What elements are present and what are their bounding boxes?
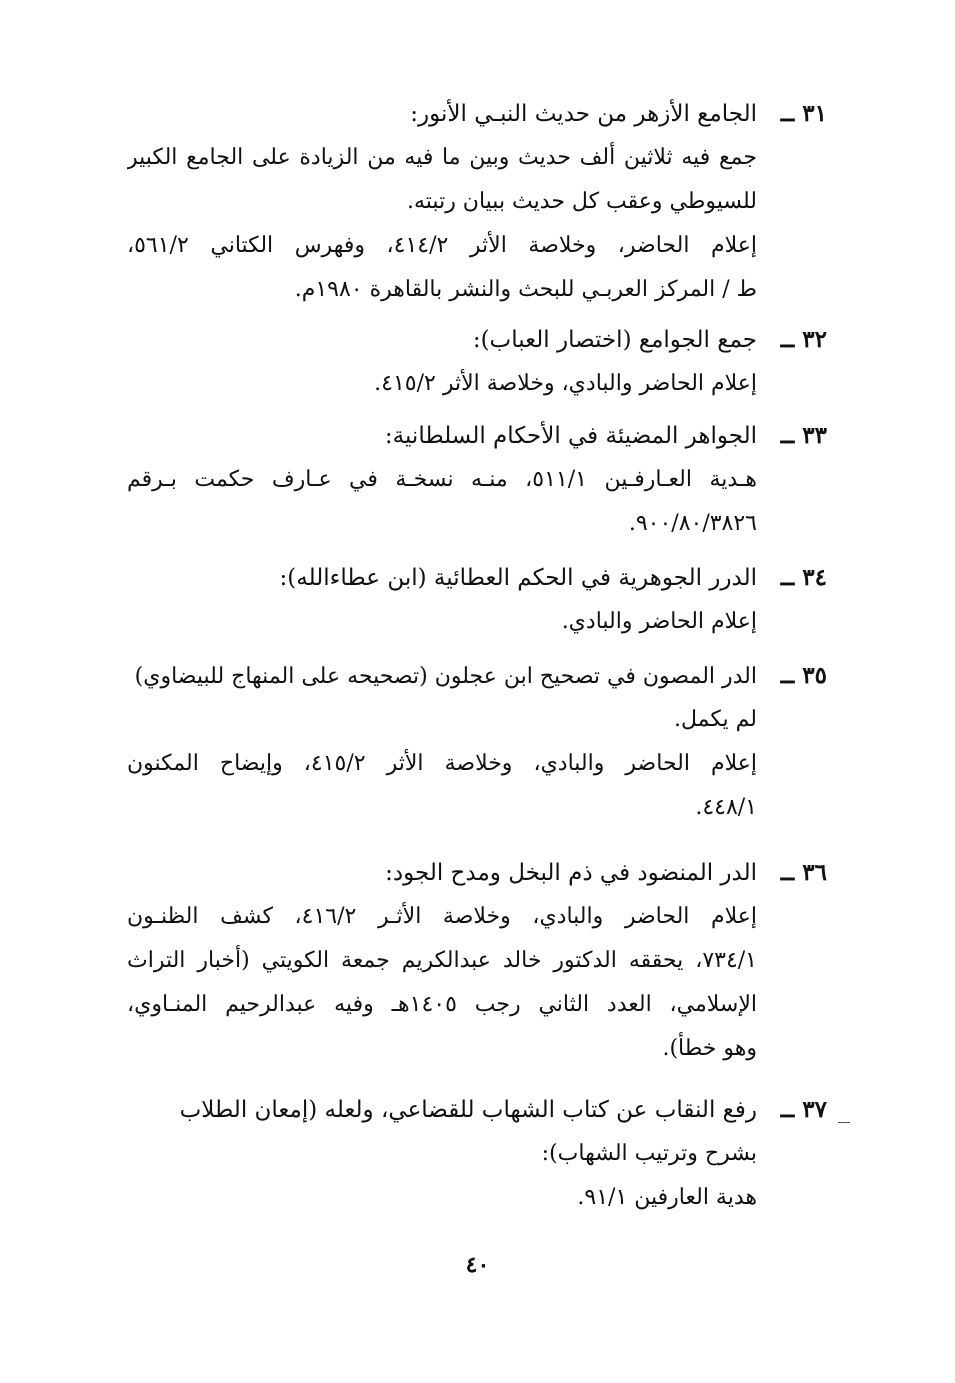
- entry-number: ٣٣ ــ: [780, 422, 827, 449]
- entry-text-line: لم يكمل.: [674, 707, 757, 732]
- entry-number: ٣٤ ــ: [780, 564, 827, 591]
- entry-text-line: إعلام الحاضر والبادي.: [561, 609, 757, 634]
- entry-heading: [127, 556, 827, 600]
- entry-title: الدرر الجوهرية في الحكم العطائية (ابن عطاءالله):: [279, 565, 757, 591]
- entry-body: [127, 698, 757, 830]
- entry-body: [127, 1132, 757, 1220]
- entry-title: الدر المصون في تصحيح ابن عجلون (تصحيحه على المنهاج للبيضاوي): [134, 664, 757, 689]
- entry-number: ٣١ ــ: [780, 100, 827, 127]
- entry-text-line: وهو خطأ).: [662, 1036, 757, 1061]
- entry-body: [127, 136, 757, 312]
- entry-33: [127, 414, 827, 546]
- entry-35: [127, 654, 827, 830]
- entry-text-line: ٩٠٠/٨٠/٣٨٢٦.: [628, 511, 757, 536]
- entry-body: [127, 895, 757, 1071]
- entry-text-line: ٤٤٨/١.: [695, 795, 757, 820]
- entry-text-line: ٧٣٤/١، يحققه الدكتور خالد عبدالكريم جمعة الكويتي (أخبار التراث: [127, 948, 757, 973]
- entry-text-line: إعلام الحاضر والبادي، وخلاصة الأثر ٤١٥/٢، وإيضاح المكنون: [127, 751, 757, 776]
- page-number: ٤٠: [465, 1252, 490, 1278]
- entry-text-line: إعلام الحاضر والبادي، وخلاصة الأثر ٤١٥/٢.: [374, 371, 757, 396]
- entry-text-line: بشرح وترتيب الشهاب):: [541, 1141, 757, 1166]
- entry-heading: [127, 654, 827, 698]
- entry-text-line: هدية العارفين ٩١/١.: [577, 1185, 757, 1210]
- entry-number: ٣٦ ــ: [780, 859, 827, 886]
- entry-heading: [127, 1088, 827, 1132]
- entry-text-line: الإسلامي، العدد الثاني رجب ١٤٠٥هـ وفيه عبدالرحيم المنـاوي،: [127, 992, 757, 1017]
- entry-text-line: إعلام الحاضر والبادي، وخلاصة الأثـر ٤١٦/٢، كشف الظنـون: [127, 904, 757, 929]
- entry-heading: [127, 414, 827, 458]
- entry-number: ٣٢ ــ: [780, 326, 827, 353]
- entry-body: [127, 458, 757, 546]
- entry-heading: [127, 318, 827, 362]
- entry-number: ٣٧ ــ: [780, 1096, 827, 1123]
- entry-36: [127, 851, 827, 1071]
- entry-text-line: جمع فيه ثلاثين ألف حديث وبين ما فيه من الزيادة على الجامع الكبير: [127, 145, 757, 170]
- entry-31: [127, 92, 827, 312]
- entry-34: [127, 556, 827, 644]
- entry-body: [127, 600, 757, 644]
- margin-mark: [838, 1122, 850, 1123]
- entry-number: ٣٥ ــ: [780, 662, 827, 689]
- entry-text-line: للسيوطي وعقب كل حديث ببيان رتبته.: [407, 189, 757, 214]
- entry-text-line: ط / المركز العربـي للبحث والنشر بالقاهرة ١٩٨٠م.: [294, 277, 757, 302]
- entry-title: الجامع الأزهر من حديث النبـي الأنور:: [410, 101, 757, 127]
- entry-heading: [127, 92, 827, 136]
- entry-text-line: هـدية العـارفـين ٥١١/١، منـه نسخـة في عـارف حكمت بـرقم: [127, 467, 757, 492]
- entry-title: جمع الجوامع (اختصار العباب):: [472, 327, 757, 353]
- entry-title: رفع النقاب عن كتاب الشهاب للقضاعي، ولعله (إمعان الطلاب: [179, 1097, 757, 1123]
- entry-heading: [127, 851, 827, 895]
- entry-32: [127, 318, 827, 406]
- entry-title: الجواهر المضيئة في الأحكام السلطانية:: [384, 423, 757, 449]
- entry-37: [127, 1088, 827, 1220]
- entry-body: [127, 362, 757, 406]
- entry-title: الدر المنضود في ذم البخل ومدح الجود:: [385, 860, 757, 886]
- entry-text-line: إعلام الحاضر، وخلاصة الأثر ٤١٤/٢، وفهرس الكتاني ٥٦١/٢،: [127, 233, 757, 258]
